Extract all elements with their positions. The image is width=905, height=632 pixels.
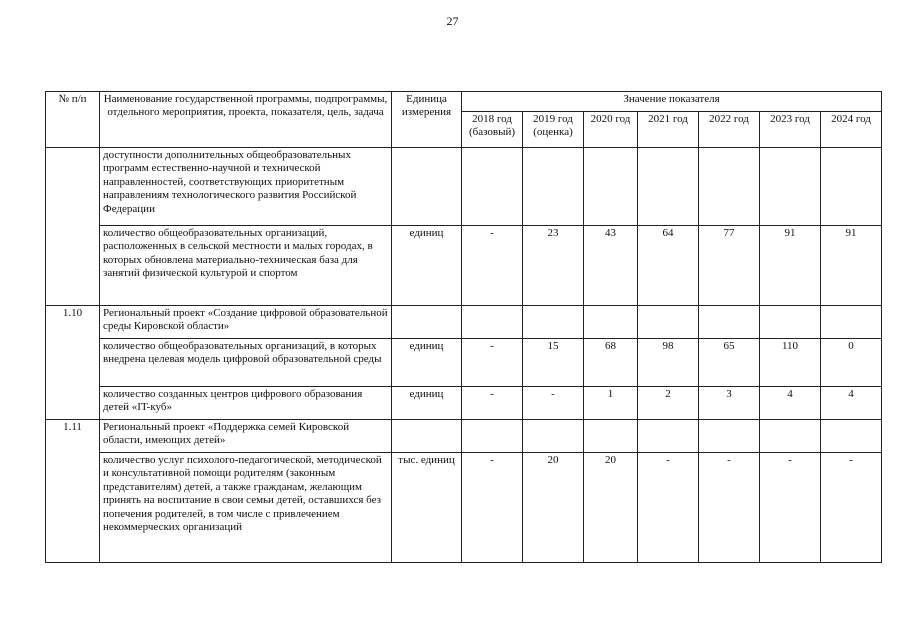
row-value: 77 <box>699 226 760 306</box>
row-value: - <box>462 226 523 306</box>
header-year-2019: 2019 год (оценка) <box>523 112 584 148</box>
row-unit: единиц <box>392 339 462 387</box>
row-value <box>699 420 760 453</box>
row-value: - <box>760 453 821 563</box>
row-value <box>760 148 821 226</box>
row-value: 68 <box>584 339 638 387</box>
row-value: 98 <box>638 339 699 387</box>
row-value <box>584 148 638 226</box>
row-value <box>638 148 699 226</box>
header-year-2024: 2024 год <box>821 112 882 148</box>
header-year-2023: 2023 год <box>760 112 821 148</box>
row-unit <box>392 420 462 453</box>
row-value <box>523 148 584 226</box>
row-value: 20 <box>523 453 584 563</box>
row-num <box>46 148 100 306</box>
row-unit <box>392 306 462 339</box>
page-number: 27 <box>446 14 459 28</box>
row-value: - <box>699 453 760 563</box>
row-name: количество услуг психолого-педагогической, методической и консультативной помощи родителям (законным представителям) детей, а также гражданам, желающим принять на воспитание в свои семьи детей, оставшихся без попечения родителей, в том числе с привлечением некоммерческих организаций <box>100 453 392 563</box>
row-value: 65 <box>699 339 760 387</box>
row-value <box>584 306 638 339</box>
row-value: 91 <box>821 226 882 306</box>
table-row <box>46 226 882 306</box>
row-value <box>462 306 523 339</box>
row-value: 1 <box>584 387 638 420</box>
row-value <box>821 420 882 453</box>
row-value: 23 <box>523 226 584 306</box>
row-value <box>638 420 699 453</box>
table-row <box>46 420 882 453</box>
row-value: - <box>462 453 523 563</box>
table-row <box>46 453 882 563</box>
indicator-table <box>45 91 882 563</box>
header-num: № п/п <box>46 92 100 148</box>
row-value: 110 <box>760 339 821 387</box>
header-value-group: Значение показателя <box>462 92 882 112</box>
header-year-2021: 2021 год <box>638 112 699 148</box>
row-value <box>638 306 699 339</box>
row-unit: единиц <box>392 387 462 420</box>
row-value <box>821 148 882 226</box>
row-value <box>523 420 584 453</box>
row-name: количество общеобразовательных организаций, расположенных в сельской местности и малых городах, в которых обновлена материально-техническая база для занятий физической культурой и спортом <box>100 226 392 306</box>
row-value <box>462 148 523 226</box>
row-value <box>699 148 760 226</box>
row-value: 2 <box>638 387 699 420</box>
row-value <box>584 420 638 453</box>
row-value: 3 <box>699 387 760 420</box>
row-value <box>760 306 821 339</box>
row-name: доступности дополнительных общеобразовательных программ естественно-научной и технической направленностей, соответствующих приоритетным направлениям технологического развития Российской Федерации <box>100 148 392 226</box>
row-value: 4 <box>821 387 882 420</box>
table-row <box>46 387 882 420</box>
row-unit: тыс. единиц <box>392 453 462 563</box>
row-num: 1.10 <box>46 306 100 420</box>
row-value: 20 <box>584 453 638 563</box>
row-value <box>462 420 523 453</box>
row-name: количество созданных центров цифрового образования детей «IT-куб» <box>100 387 392 420</box>
table-row <box>46 148 882 226</box>
row-value <box>699 306 760 339</box>
row-value: 4 <box>760 387 821 420</box>
row-name: количество общеобразовательных организаций, в которых внедрена целевая модель цифровой образовательной среды <box>100 339 392 387</box>
header-name: Наименование государственной программы, подпрограммы, отдельного мероприятия, проекта, показателя, цель, задача <box>100 92 392 148</box>
header-year-2020: 2020 год <box>584 112 638 148</box>
row-value: - <box>523 387 584 420</box>
row-num: 1.11 <box>46 420 100 563</box>
row-value: 64 <box>638 226 699 306</box>
row-unit: единиц <box>392 226 462 306</box>
row-value: - <box>821 453 882 563</box>
row-value <box>821 306 882 339</box>
header-year-2022: 2022 год <box>699 112 760 148</box>
row-value: 91 <box>760 226 821 306</box>
row-name: Региональный проект «Поддержка семей Кировской области, имеющих детей» <box>100 420 392 453</box>
row-value: 0 <box>821 339 882 387</box>
table-row <box>46 339 882 387</box>
row-value: 15 <box>523 339 584 387</box>
row-value <box>523 306 584 339</box>
row-name: Региональный проект «Создание цифровой образовательной среды Кировской области» <box>100 306 392 339</box>
table-row <box>46 306 882 339</box>
row-value: - <box>462 339 523 387</box>
row-value: - <box>462 387 523 420</box>
row-value: 43 <box>584 226 638 306</box>
header-unit: Единица измерения <box>392 92 462 148</box>
header-year-2018: 2018 год (базовый) <box>462 112 523 148</box>
row-value <box>760 420 821 453</box>
row-unit <box>392 148 462 226</box>
row-value: - <box>638 453 699 563</box>
